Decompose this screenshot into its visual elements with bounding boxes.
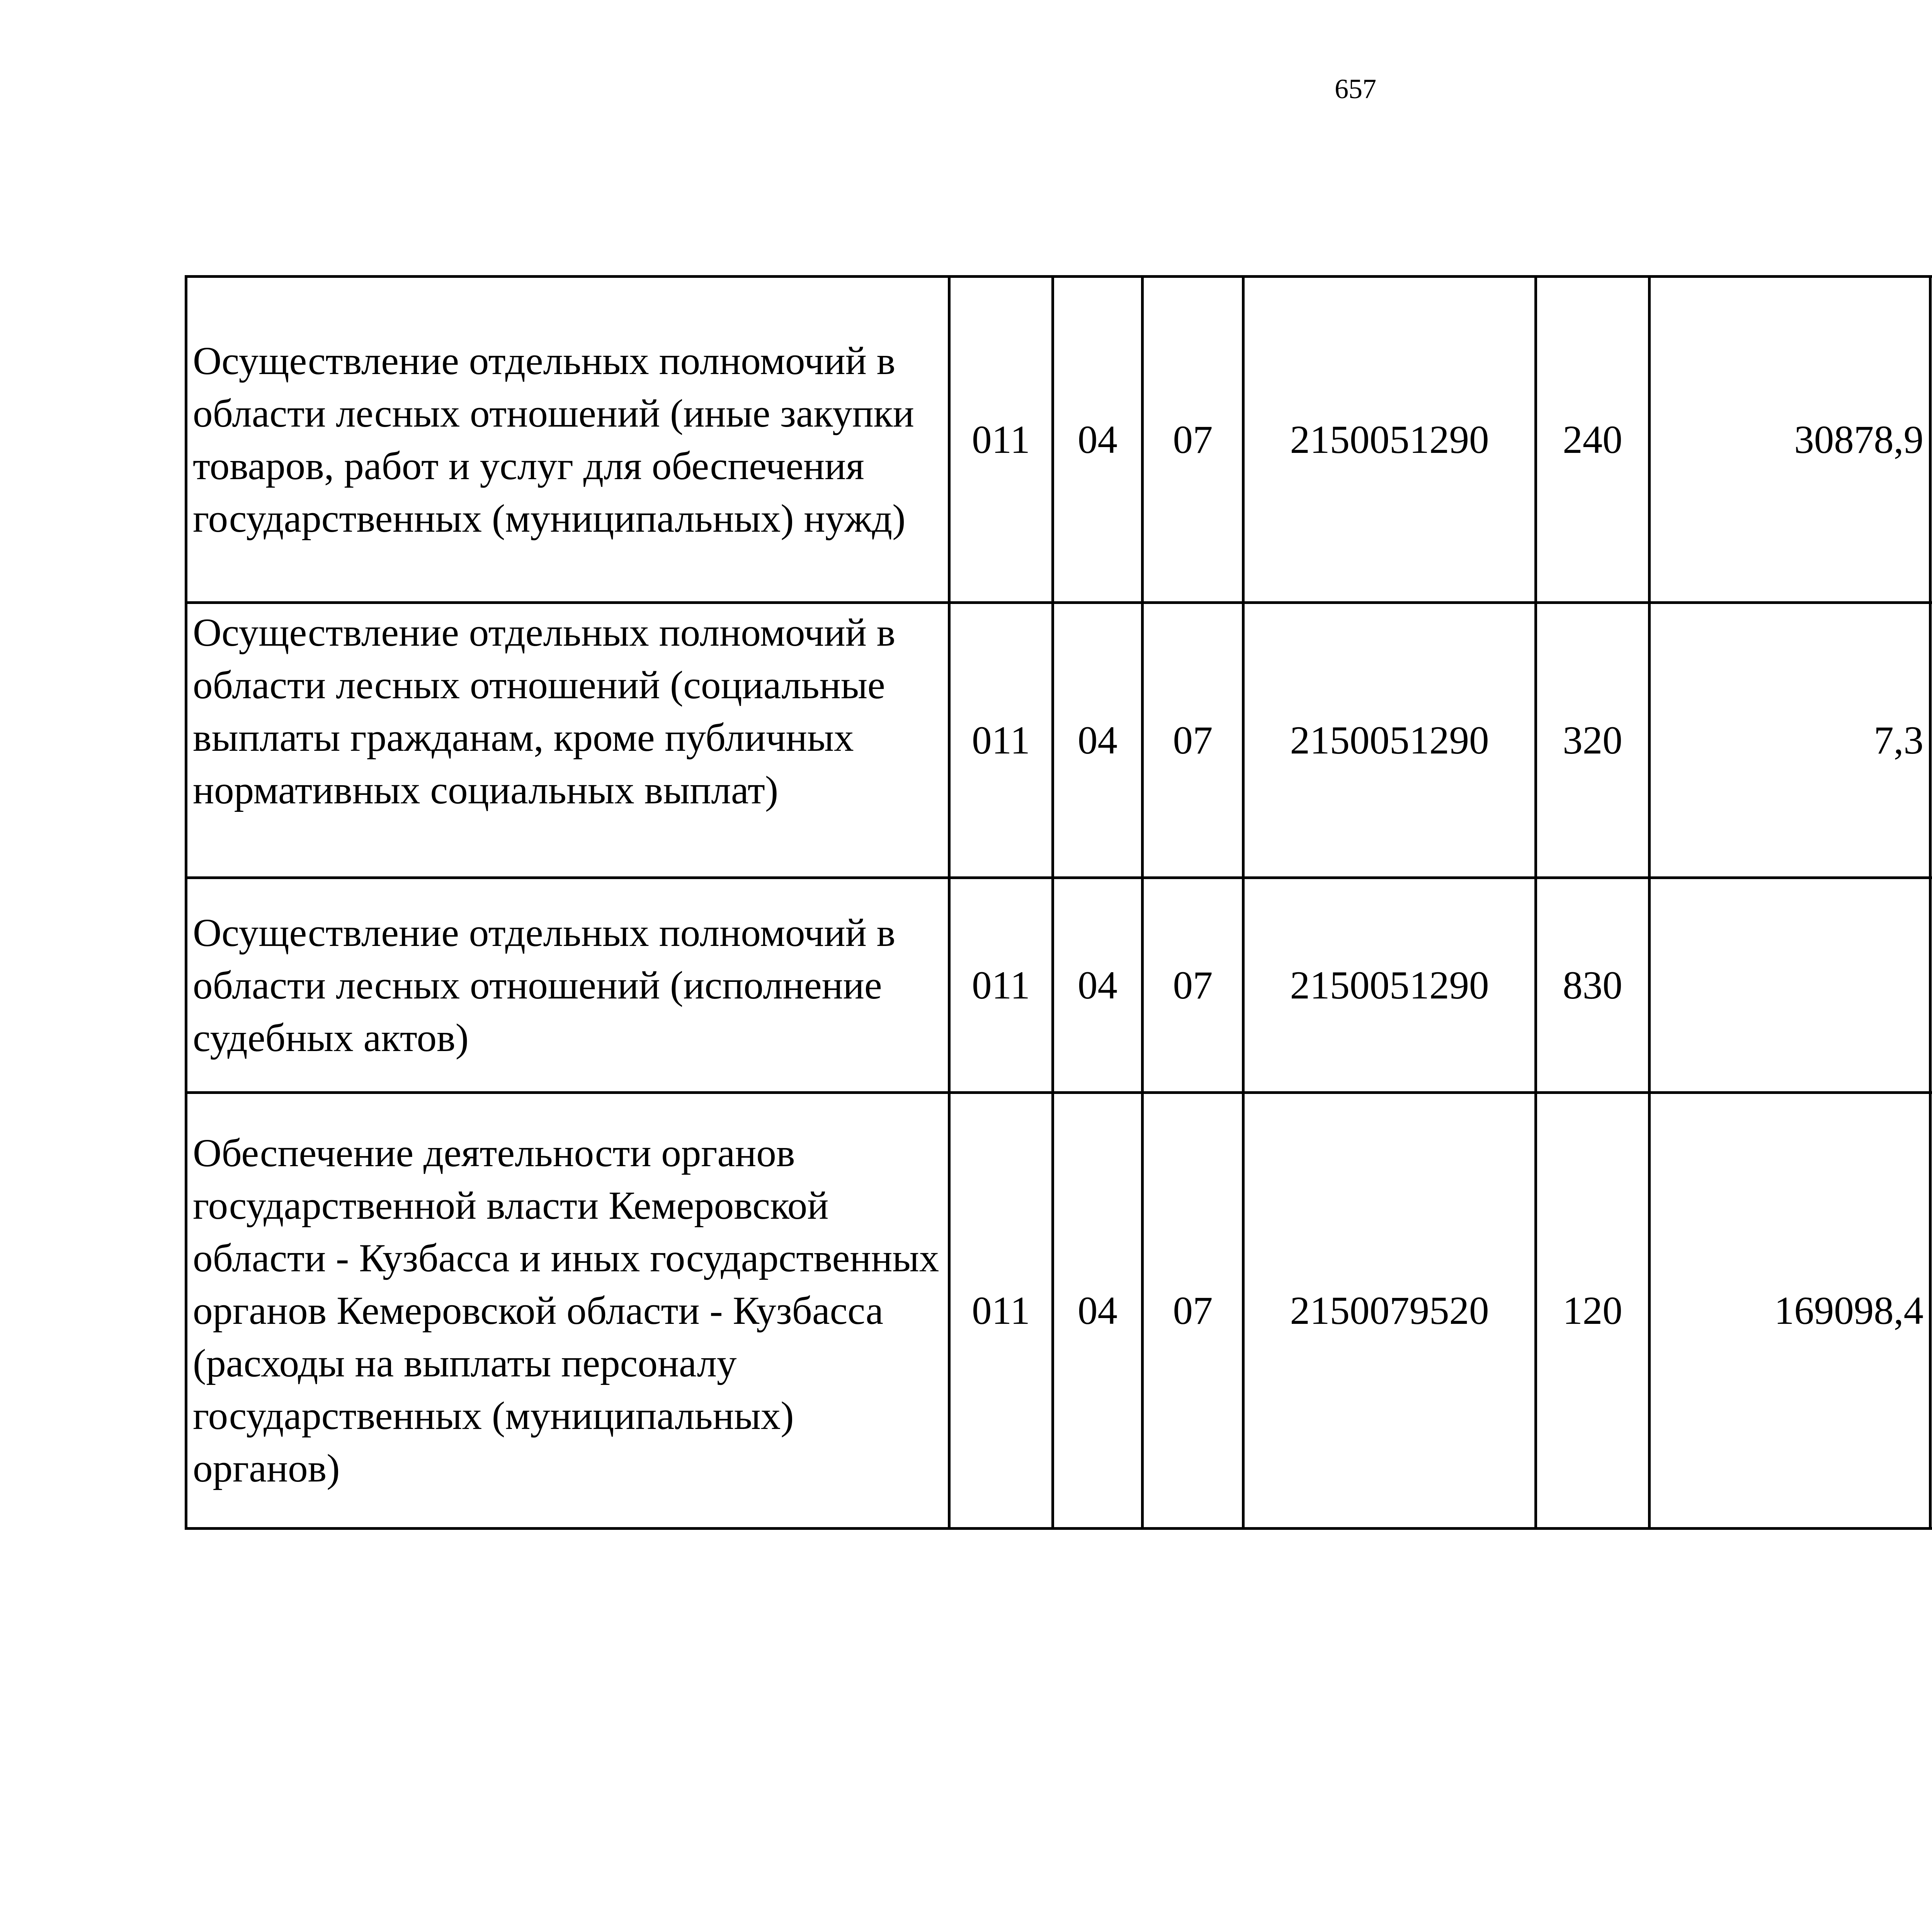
subsection-code: 07 [1143,1093,1243,1529]
target-article-code: 2150051290 [1243,277,1536,603]
page-number: 657 [1335,73,1376,104]
ministry-code: 011 [949,878,1053,1093]
ministry-code: 011 [949,1093,1053,1529]
table-row [186,878,1932,1093]
amount-2 [1930,1093,1932,1529]
amount-1 [1650,878,1930,1093]
subsection-code: 07 [1143,277,1243,603]
row-description: Осуществление отдельных полномочий в области лесных отношений (социальные выплаты гражданам, кроме публичных нормативных социальных выплат) [186,603,949,878]
expense-type-code: 320 [1536,603,1650,878]
row-description: Осуществление отдельных полномочий в области лесных отношений (иные закупки товаров, работ и услуг для обеспечения государственных (муниципальных) нужд) [186,277,949,603]
table-row [186,603,1932,878]
section-code: 04 [1053,878,1143,1093]
row-description: Осуществление отдельных полномочий в области лесных отношений (исполнение судебных актов) [186,878,949,1093]
subsection-code: 07 [1143,603,1243,878]
table-row [186,277,1932,603]
row-description: Обеспечение деятельности органов государственной власти Кемеровской области - Кузбасса и иных государственных органов Кемеровской области - Кузбасса (расходы на выплаты персоналу государственных (муниципальных) органов) [186,1093,949,1529]
section-code: 04 [1053,603,1143,878]
amount-2 [1930,277,1932,603]
target-article-code: 2150079520 [1243,1093,1536,1529]
target-article-code: 2150051290 [1243,603,1536,878]
amount-2 [1930,603,1932,878]
amount-2 [1930,878,1932,1093]
ministry-code: 011 [949,603,1053,878]
budget-table [185,275,1932,1530]
subsection-code: 07 [1143,878,1243,1093]
expense-type-code: 120 [1536,1093,1650,1529]
section-code: 04 [1053,1093,1143,1529]
table-row [186,1093,1932,1529]
ministry-code: 011 [949,277,1053,603]
expense-type-code: 240 [1536,277,1650,603]
expense-type-code: 830 [1536,878,1650,1093]
amount-1: 30878,9 [1650,277,1930,603]
section-code: 04 [1053,277,1143,603]
amount-1: 7,3 [1650,603,1930,878]
target-article-code: 2150051290 [1243,878,1536,1093]
amount-1: 169098,4 [1650,1093,1930,1529]
